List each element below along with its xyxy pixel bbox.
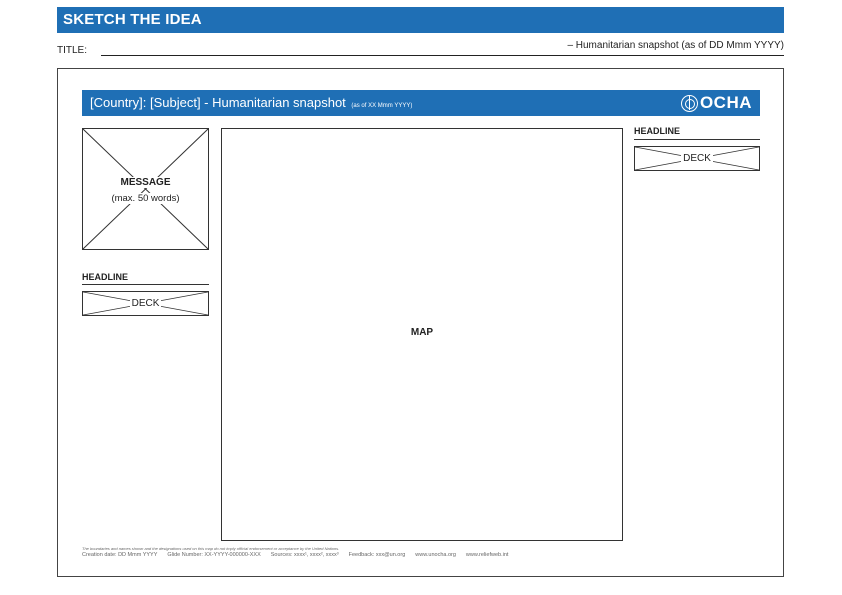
footer: [82, 552, 518, 558]
logo-text: OCHA: [699, 93, 752, 112]
message-sub: (max. 50 words): [111, 193, 180, 204]
snapshot-header: [82, 90, 760, 116]
message-label: MESSAGE: [120, 177, 171, 188]
footer-glide-number: Glide Number: XX-YYYY-000000-XXX: [167, 552, 261, 558]
snapshot-heading: [Country]: [Subject] - Humanitarian snapshot: [90, 95, 346, 110]
footer-sources: Sources: xxxx¹, xxxx², xxxx³: [270, 552, 339, 558]
left-deck-placeholder: [82, 291, 209, 316]
right-headline-rule: [634, 139, 760, 140]
right-headline: HEADLINE: [634, 126, 681, 136]
footer-site-reliefweb: www.reliefweb.int: [465, 552, 509, 558]
title-suffix: – Humanitarian snapshot (as of DD Mmm YYYY): [567, 40, 784, 51]
snapshot-as-of: (as of XX Mmm YYYY): [351, 103, 413, 109]
message-placeholder: [82, 128, 209, 250]
left-deck-label: DECK: [131, 298, 160, 309]
map-placeholder: [221, 128, 623, 541]
ocha-logo: [681, 93, 752, 113]
map-disclaimer: The boundaries and names shown and the designations used on this map do not imply official endorsement or acceptance by the United Nations.: [82, 546, 340, 551]
footer-creation-date: Creation date: DD Mmm YYYY: [82, 552, 158, 558]
banner-title: SKETCH THE IDEA: [63, 11, 202, 28]
un-emblem-icon: [681, 95, 698, 112]
footer-site-unocha: www.unocha.org: [415, 552, 456, 558]
left-headline: HEADLINE: [82, 272, 129, 282]
right-deck-label: DECK: [683, 153, 711, 164]
title-row: [57, 40, 784, 58]
map-label: MAP: [410, 327, 434, 338]
footer-feedback: Feedback: xxx@un.org: [348, 552, 406, 558]
snapshot-title: [90, 95, 412, 110]
title-underline: [101, 55, 784, 56]
sketch-banner: [57, 7, 784, 33]
right-deck-placeholder: [634, 146, 760, 171]
left-headline-rule: [82, 284, 209, 285]
title-label: TITLE:: [57, 45, 88, 56]
placeholder-cross-icon: [83, 129, 208, 249]
